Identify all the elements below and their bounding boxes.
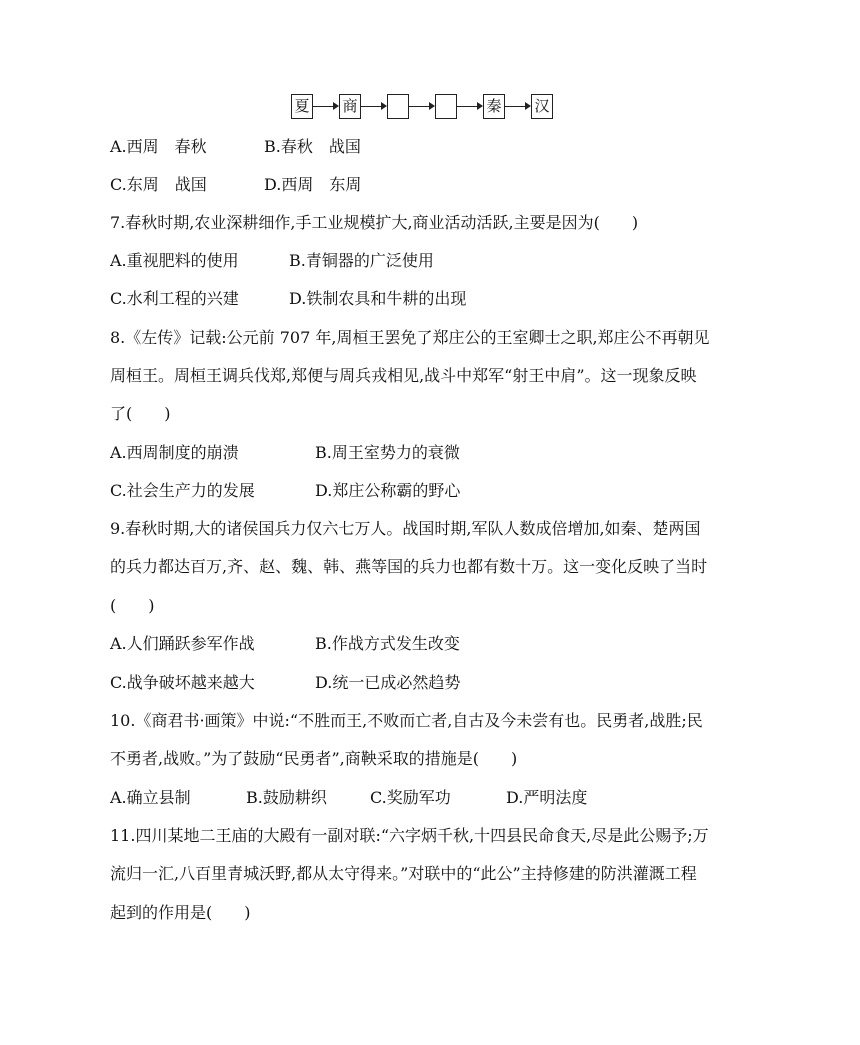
timeline-box-xia: 夏 bbox=[291, 94, 313, 119]
timeline-box-shang: 商 bbox=[339, 94, 361, 119]
q10-option-d: D.严明法度 bbox=[506, 788, 588, 807]
q8-option-b: B.周王室势力的衰微 bbox=[315, 443, 460, 462]
q8-option-a: A.西周制度的崩溃 bbox=[110, 443, 239, 462]
q6-option-a: A.西周 春秋 bbox=[110, 137, 207, 156]
q7-option-a: A.重视肥料的使用 bbox=[110, 251, 239, 270]
q11-stem-line-3: 起到的作用是( ) bbox=[110, 903, 251, 922]
arrow-right-icon bbox=[313, 94, 339, 119]
q10-option-c: C.奖励军功 bbox=[370, 788, 451, 807]
q9-option-a: A.人们踊跃参军作战 bbox=[110, 634, 255, 653]
q6-option-b: B.春秋 战国 bbox=[264, 137, 361, 156]
q9-option-d: D.统一已成必然趋势 bbox=[315, 673, 461, 692]
q7-option-c: C.水利工程的兴建 bbox=[110, 289, 239, 308]
timeline-box-blank-2 bbox=[435, 94, 457, 119]
arrow-right-icon bbox=[457, 94, 483, 119]
q8-stem-line-1: 8.《左传》记载:公元前 707 年,周桓王罢免了郑庄公的王室卿士之职,郑庄公不再朝见 bbox=[110, 328, 710, 347]
arrow-right-icon bbox=[409, 94, 435, 119]
q9-stem-line-2: 的兵力都达百万,齐、赵、魏、韩、燕等国的兵力也都有数十万。这一变化反映了当时 bbox=[110, 557, 708, 576]
q9-stem-line-1: 9.春秋时期,大的诸侯国兵力仅六七万人。战国时期,军队人数成倍增加,如秦、楚两国 bbox=[110, 519, 701, 538]
dynasty-timeline bbox=[291, 92, 553, 120]
q6-option-d: D.西周 东周 bbox=[264, 175, 362, 194]
q8-stem-line-2: 周桓王。周桓王调兵伐郑,郑便与周兵戎相见,战斗中郑军“射王中肩”。这一现象反映 bbox=[110, 366, 697, 385]
q11-stem-line-1: 11.四川某地二王庙的大殿有一副对联:“六字炳千秋,十四县民命食天,尽是此公赐予;万 bbox=[110, 826, 709, 845]
q11-stem-line-2: 流归一汇,八百里青城沃野,都从太守得来。”对联中的“此公”主持修建的防洪灌溉工程 bbox=[110, 864, 697, 883]
timeline-box-qin: 秦 bbox=[483, 94, 505, 119]
q7-option-d: D.铁制农具和牛耕的出现 bbox=[289, 289, 467, 308]
q8-option-d: D.郑庄公称霸的野心 bbox=[315, 481, 461, 500]
arrow-right-icon bbox=[505, 94, 531, 119]
q8-option-c: C.社会生产力的发展 bbox=[110, 481, 255, 500]
q10-stem-line-2: 不勇者,战败。”为了鼓励“民勇者”,商鞅采取的措施是( ) bbox=[110, 749, 518, 768]
q10-stem-line-1: 10.《商君书·画策》中说:“不胜而王,不败而亡者,自古及今未尝有也。民勇者,战胜;民 bbox=[110, 711, 703, 730]
arrow-right-icon bbox=[361, 94, 387, 119]
q7-option-b: B.青铜器的广泛使用 bbox=[289, 251, 434, 270]
timeline-box-blank-1 bbox=[387, 94, 409, 119]
q9-option-c: C.战争破坏越来越大 bbox=[110, 673, 255, 692]
timeline-box-han: 汉 bbox=[531, 94, 553, 119]
q6-option-c: C.东周 战国 bbox=[110, 175, 207, 194]
q9-option-b: B.作战方式发生改变 bbox=[315, 634, 460, 653]
q10-option-b: B.鼓励耕织 bbox=[246, 788, 327, 807]
q10-option-a: A.确立县制 bbox=[110, 788, 191, 807]
q9-stem-line-3: ( ) bbox=[110, 596, 155, 615]
q7-stem: 7.春秋时期,农业深耕细作,手工业规模扩大,商业活动活跃,主要是因为( ) bbox=[110, 213, 639, 232]
q8-stem-line-3: 了( ) bbox=[110, 404, 171, 423]
